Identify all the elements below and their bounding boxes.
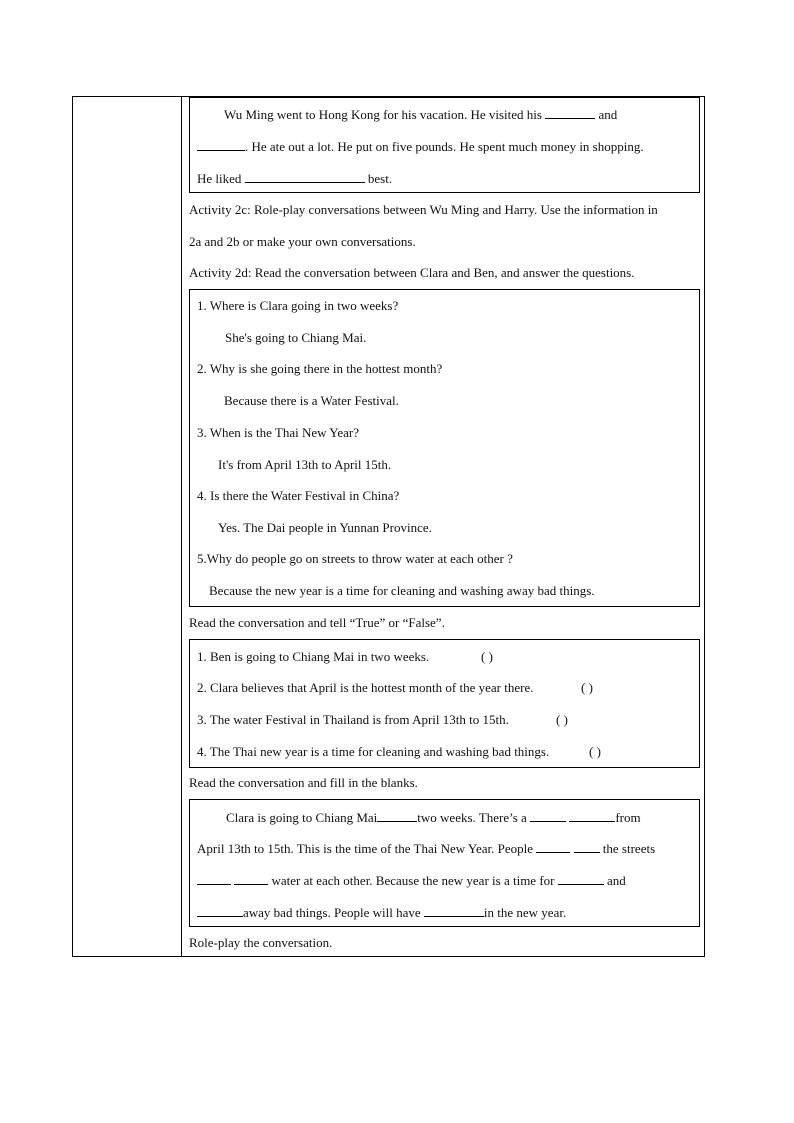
blank[interactable] xyxy=(536,840,570,853)
blank[interactable] xyxy=(424,904,484,917)
question-3: 3. When is the Thai New Year? xyxy=(197,425,359,440)
tf-item-2: 2. Clara believes that April is the hottest month of the year there. ( ) xyxy=(197,680,593,695)
question-5: 5.Why do people go on streets to throw water at each other ? xyxy=(197,551,513,566)
activity-2c-line-1: Activity 2c: Role-play conversations between Wu Ming and Harry. Use the information in xyxy=(189,202,658,217)
summary-line-2: . He ate out a lot. He put on five pounds. He spent much money in shopping. xyxy=(197,138,644,155)
answer-paren[interactable]: ( ) xyxy=(556,712,568,727)
tf-item-3: 3. The water Festival in Thailand is from April 13th to 15th. ( ) xyxy=(197,712,568,727)
answer-4: Yes. The Dai people in Yunnan Province. xyxy=(218,520,432,535)
summary-line-3: He liked best. xyxy=(197,171,393,186)
summary-line-1: Wu Ming went to Hong Kong for his vacation. He visited his and xyxy=(224,107,618,122)
left-column xyxy=(73,97,182,956)
answer-paren[interactable]: ( ) xyxy=(589,744,601,759)
blank[interactable] xyxy=(574,840,600,853)
fill-line-1: Clara is going to Chiang Mai two weeks. There’s a from xyxy=(226,810,641,825)
activity-2c-line-2: 2a and 2b or make your own conversations. xyxy=(189,234,416,249)
fill-line-3: water at each other. Because the new year is a time for and xyxy=(197,872,626,889)
fill-line-4: away bad things. People will have in the new year. xyxy=(197,904,566,921)
right-column xyxy=(183,97,704,956)
lesson-table xyxy=(72,96,705,957)
blank[interactable] xyxy=(245,170,365,183)
blank[interactable] xyxy=(234,872,268,885)
role-play-instruction: Role-play the conversation. xyxy=(189,935,333,950)
blank[interactable] xyxy=(545,106,595,119)
activity-2d-instruction: Activity 2d: Read the conversation between Clara and Ben, and answer the questions. xyxy=(189,265,635,280)
answer-2: Because there is a Water Festival. xyxy=(224,393,399,408)
true-false-instruction: Read the conversation and tell “True” or “False”. xyxy=(189,615,445,630)
tf-item-4: 4. The Thai new year is a time for cleaning and washing bad things. ( ) xyxy=(197,744,601,759)
true-false-box xyxy=(189,639,700,768)
blank[interactable] xyxy=(197,904,243,917)
fill-blanks-instruction: Read the conversation and fill in the blanks. xyxy=(189,775,418,790)
qa-box xyxy=(189,289,700,607)
answer-5: Because the new year is a time for cleaning and washing away bad things. xyxy=(209,583,595,598)
blank[interactable] xyxy=(197,138,245,151)
answer-1: She's going to Chiang Mai. xyxy=(225,330,367,345)
blank[interactable] xyxy=(569,809,615,822)
tf-item-1: 1. Ben is going to Chiang Mai in two weeks. ( ) xyxy=(197,649,493,664)
fill-blanks-box xyxy=(189,799,700,927)
blank[interactable] xyxy=(558,872,604,885)
question-1: 1. Where is Clara going in two weeks? xyxy=(197,298,399,313)
answer-paren[interactable]: ( ) xyxy=(481,649,493,664)
blank[interactable] xyxy=(377,809,417,822)
fill-line-2: April 13th to 15th. This is the time of the Thai New Year. People the streets xyxy=(197,841,656,856)
blank[interactable] xyxy=(530,809,566,822)
summary-box xyxy=(189,97,700,193)
answer-3: It's from April 13th to April 15th. xyxy=(218,457,392,472)
answer-paren[interactable]: ( ) xyxy=(581,680,593,695)
question-4: 4. Is there the Water Festival in China? xyxy=(197,488,400,503)
question-2: 2. Why is she going there in the hottest month? xyxy=(197,361,443,376)
blank[interactable] xyxy=(197,872,231,885)
